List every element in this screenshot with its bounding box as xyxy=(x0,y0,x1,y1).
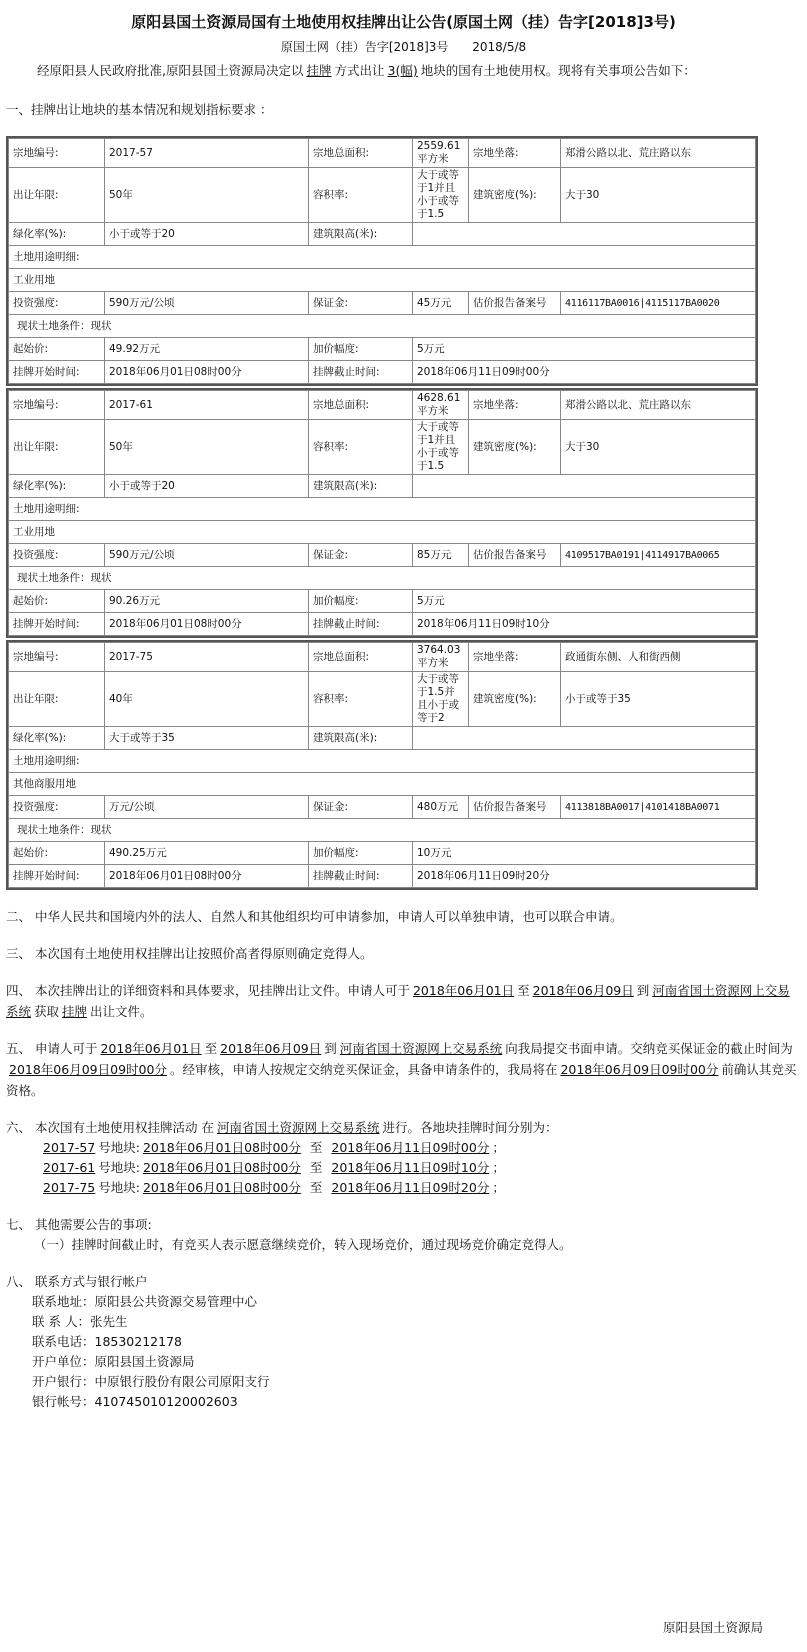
label-invest: 投资强度: xyxy=(9,292,105,315)
label-use-detail: 土地用途明细: xyxy=(9,246,756,269)
section-6: 六、 本次国有土地使用权挂牌活动 在 河南省国土资源网上交易系统 进行。各地块挂牌时间分别为： xyxy=(6,1120,558,1135)
label-height: 建筑限高(米): xyxy=(309,727,413,750)
label-total-area: 宗地总面积: xyxy=(309,139,413,168)
label-green: 绿化率(%): xyxy=(9,727,105,750)
section-7-heading: 七、 其他需要公告的事项: xyxy=(6,1217,152,1232)
site-link[interactable]: 河南省国土资源网上交易系统 xyxy=(6,983,790,1019)
parcel-invest: 万元/公顷 xyxy=(105,796,309,819)
parcel-term: 50年 xyxy=(105,168,309,223)
parcel-height xyxy=(413,475,756,498)
parcel-density: 小于或等于35 xyxy=(561,672,756,727)
label-far: 容积率: xyxy=(309,168,413,223)
label-green: 绿化率(%): xyxy=(9,475,105,498)
parcel-list-end: 2018年06月11日09时00分 xyxy=(413,361,756,384)
parcel-list-start: 2018年06月01日08时00分 xyxy=(105,361,309,384)
parcel-invest: 590万元/公顷 xyxy=(105,544,309,567)
parcel-use: 工业用地 xyxy=(9,521,756,544)
parcel-density: 大于30 xyxy=(561,168,756,223)
parcel-appraisal: 4113818BA0017|4101418BA0071 xyxy=(561,796,756,819)
parcel-start-price: 490.25万元 xyxy=(105,842,309,865)
contact-line: 联系电话：18530212178 xyxy=(32,1334,182,1349)
label-start-price: 起始价: xyxy=(9,842,105,865)
label-term: 出让年限: xyxy=(9,672,105,727)
label-increment: 加价幅度: xyxy=(309,590,413,613)
label-parcel-no: 宗地编号: xyxy=(9,391,105,420)
parcel-list-start: 2018年06月01日08时00分 xyxy=(105,613,309,636)
parcel-increment: 5万元 xyxy=(413,338,756,361)
subtitle xyxy=(0,38,807,56)
parcel-height xyxy=(413,727,756,750)
label-start-price: 起始价: xyxy=(9,338,105,361)
schedule-item: 2017-57 号地块: 2018年06月01日08时00分 至 2018年06月11日09时00分 ； xyxy=(43,1140,505,1155)
site-link[interactable]: 河南省国土资源网上交易系统 xyxy=(216,1120,380,1135)
ref-number: 原国土网（挂）告字[2018]3号 xyxy=(280,40,449,54)
parcel-green: 小于或等于20 xyxy=(105,223,309,246)
parcel-height xyxy=(413,223,756,246)
parcel-increment: 10万元 xyxy=(413,842,756,865)
parcel-block xyxy=(6,388,758,638)
parcel-green: 小于或等于20 xyxy=(105,475,309,498)
label-density: 建筑密度(%): xyxy=(469,168,561,223)
label-parcel-no: 宗地编号: xyxy=(9,139,105,168)
parcel-table xyxy=(8,138,756,384)
parcel-start-price: 90.26万元 xyxy=(105,590,309,613)
parcel-green: 大于或等于35 xyxy=(105,727,309,750)
parcel-far: 大于或等于1并且小于或等于1.5 xyxy=(413,168,469,223)
parcel-deposit: 45万元 xyxy=(413,292,469,315)
parcel-density: 大于30 xyxy=(561,420,756,475)
label-appraisal: 估价报告备案号 xyxy=(469,292,561,315)
parcel-start-price: 49.92万元 xyxy=(105,338,309,361)
contact-line: 联 系 人：张先生 xyxy=(32,1314,128,1329)
label-list-start: 挂牌开始时间: xyxy=(9,613,105,636)
intro-paragraph: 经原阳县人民政府批准,原阳县国土资源局决定以 挂牌 方式出让 3(幅) 地块的国有土地使用权。现将有关事项公告如下： xyxy=(37,63,696,78)
page-title: 原阳县国土资源局国有土地使用权挂牌出让公告(原国土网（挂）告字[2018]3号) xyxy=(131,13,676,31)
parcel-block xyxy=(6,640,758,890)
label-parcel-no: 宗地编号: xyxy=(9,643,105,672)
parcel-invest: 590万元/公顷 xyxy=(105,292,309,315)
site-link[interactable]: 河南省国土资源网上交易系统 xyxy=(339,1041,503,1056)
section-1-heading: 一、挂牌出让地块的基本情况和规划指标要求 ： xyxy=(6,102,273,117)
parcel-list-end: 2018年06月11日09时10分 xyxy=(413,613,756,636)
label-total-area: 宗地总面积: xyxy=(309,391,413,420)
label-list-end: 挂牌截止时间: xyxy=(309,361,413,384)
parcel-tables xyxy=(0,136,807,890)
label-condition: 现状土地条件：现状 xyxy=(9,567,756,590)
parcel-no: 2017-61 xyxy=(105,391,309,420)
section-5: 五、 申请人可于 2018年06月01日 至 2018年06月09日 到 河南省国土资源网上交易系统 向我局提交书面申请。交纳竞买保证金的截止时间为2018年06月09日09时00分 。经审核，申请人按规定交纳竞买保证金，具备申请条件的，我局将在 2018年06月09日09时00分 前确认其竞买资格。 xyxy=(6,1041,797,1098)
parcel-area: 4628.61 平方米 xyxy=(413,391,469,420)
parcel-term: 50年 xyxy=(105,420,309,475)
label-use-detail: 土地用途明细: xyxy=(9,750,756,773)
label-height: 建筑限高(米): xyxy=(309,223,413,246)
label-far: 容积率: xyxy=(309,672,413,727)
parcel-table xyxy=(8,642,756,888)
schedule-item: 2017-75 号地块: 2018年06月01日08时00分 至 2018年06月11日09时20分 ； xyxy=(43,1180,505,1195)
label-appraisal: 估价报告备案号 xyxy=(469,544,561,567)
label-green: 绿化率(%): xyxy=(9,223,105,246)
parcel-no: 2017-75 xyxy=(105,643,309,672)
label-deposit: 保证金: xyxy=(309,796,413,819)
section-7-item: （一）挂牌时间截止时，有竞买人表示愿意继续竞价，转入现场竞价，通过现场竞价确定竞得人。 xyxy=(34,1237,572,1252)
label-condition: 现状土地条件：现状 xyxy=(9,315,756,338)
section-4: 四、 本次挂牌出让的详细资料和具体要求，见挂牌出让文件。申请人可于 2018年06月01日 至 2018年06月09日 到 河南省国土资源网上交易系统 获取 挂牌 出让文件。 xyxy=(6,983,790,1019)
label-total-area: 宗地总面积: xyxy=(309,643,413,672)
schedule-item: 2017-61 号地块: 2018年06月01日08时00分 至 2018年06月11日09时10分 ； xyxy=(43,1160,505,1175)
label-invest: 投资强度: xyxy=(9,796,105,819)
parcel-use: 工业用地 xyxy=(9,269,756,292)
mode-link: 挂牌 xyxy=(306,63,332,78)
label-start-price: 起始价: xyxy=(9,590,105,613)
parcel-deposit: 480万元 xyxy=(413,796,469,819)
parcel-location: 政通街东侧、人和街西侧 xyxy=(561,643,756,672)
parcel-far: 大于或等于1.5并且小于或等于2 xyxy=(413,672,469,727)
label-list-start: 挂牌开始时间: xyxy=(9,361,105,384)
label-location: 宗地坐落: xyxy=(469,139,561,168)
parcel-use: 其他商服用地 xyxy=(9,773,756,796)
parcel-term: 40年 xyxy=(105,672,309,727)
label-appraisal: 估价报告备案号 xyxy=(469,796,561,819)
parcel-area: 2559.61 平方米 xyxy=(413,139,469,168)
parcel-deposit: 85万元 xyxy=(413,544,469,567)
label-list-end: 挂牌截止时间: xyxy=(309,613,413,636)
signature: 原阳县国土资源局 xyxy=(662,1620,763,1635)
parcel-area: 3764.03 平方米 xyxy=(413,643,469,672)
label-density: 建筑密度(%): xyxy=(469,672,561,727)
label-term: 出让年限: xyxy=(9,420,105,475)
label-far: 容积率: xyxy=(309,420,413,475)
section-2: 二、 中华人民共和国境内外的法人、自然人和其他组织均可申请参加，申请人可以单独申请，也可以联合申请。 xyxy=(6,909,623,924)
contact-line: 联系地址：原阳县公共资源交易管理中心 xyxy=(32,1294,258,1309)
label-list-end: 挂牌截止时间: xyxy=(309,865,413,888)
parcel-location: 郑滑公路以北、荒庄路以东 xyxy=(561,391,756,420)
count-link: 3(幅) xyxy=(387,63,418,78)
label-location: 宗地坐落: xyxy=(469,391,561,420)
parcel-appraisal: 4109517BA0191|4114917BA0065 xyxy=(561,544,756,567)
parcel-table xyxy=(8,390,756,636)
parcel-list-end: 2018年06月11日09时20分 xyxy=(413,865,756,888)
label-deposit: 保证金: xyxy=(309,544,413,567)
label-invest: 投资强度: xyxy=(9,544,105,567)
label-location: 宗地坐落: xyxy=(469,643,561,672)
parcel-location: 郑滑公路以北、荒庄路以东 xyxy=(561,139,756,168)
contact-line: 开户单位：原阳县国土资源局 xyxy=(32,1354,195,1369)
schedule-list xyxy=(0,1138,807,1198)
section-3: 三、 本次国有土地使用权挂牌出让按照价高者得原则确定竞得人。 xyxy=(6,946,373,961)
label-list-start: 挂牌开始时间: xyxy=(9,865,105,888)
label-condition: 现状土地条件：现状 xyxy=(9,819,756,842)
contact-line: 银行帐号：410745010120002603 xyxy=(32,1394,238,1409)
parcel-no: 2017-57 xyxy=(105,139,309,168)
parcel-list-start: 2018年06月01日08时00分 xyxy=(105,865,309,888)
label-use-detail: 土地用途明细: xyxy=(9,498,756,521)
parcel-increment: 5万元 xyxy=(413,590,756,613)
label-term: 出让年限: xyxy=(9,168,105,223)
parcel-far: 大于或等于1并且小于或等于1.5 xyxy=(413,420,469,475)
parcel-appraisal: 4116117BA0016|4115117BA0020 xyxy=(561,292,756,315)
publish-date: 2018/5/8 xyxy=(472,40,527,54)
label-density: 建筑密度(%): xyxy=(469,420,561,475)
contact-list xyxy=(0,1292,807,1412)
label-increment: 加价幅度: xyxy=(309,842,413,865)
label-deposit: 保证金: xyxy=(309,292,413,315)
contact-line: 开户银行：中原银行股份有限公司原阳支行 xyxy=(32,1374,270,1389)
label-height: 建筑限高(米): xyxy=(309,475,413,498)
label-increment: 加价幅度: xyxy=(309,338,413,361)
parcel-block xyxy=(6,136,758,386)
section-8-heading: 八、 联系方式与银行帐户 xyxy=(6,1274,148,1289)
